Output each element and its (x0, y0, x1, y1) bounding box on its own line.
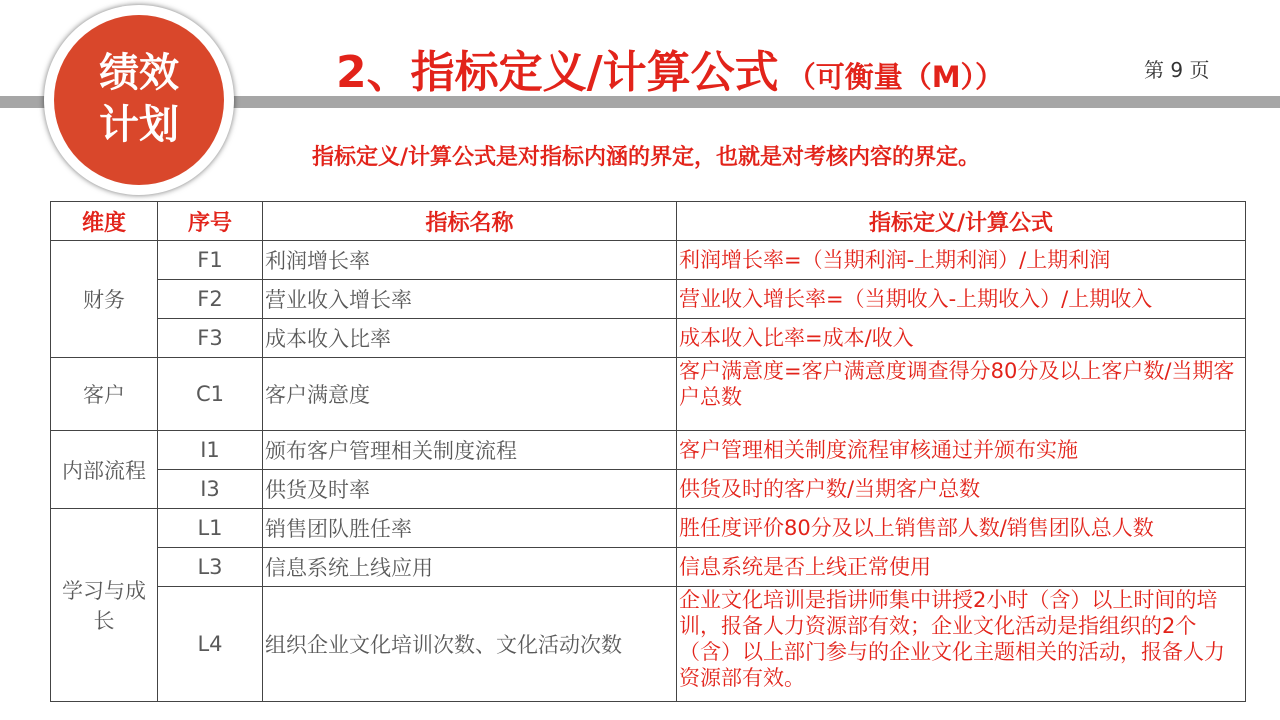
page-number: 第 9 页 (1144, 58, 1210, 82)
section-badge (54, 15, 224, 185)
row-id: L3 (158, 548, 263, 587)
row-id: L1 (158, 509, 263, 548)
table-row (51, 431, 1246, 470)
table-row (51, 470, 1246, 509)
table-row (51, 241, 1246, 280)
row-definition: 成本收入比率=成本/收入 (677, 319, 1246, 358)
indicator-table (50, 201, 1246, 702)
row-definition: 客户满意度=客户满意度调查得分80分及以上客户数/当期客户总数 (677, 358, 1246, 431)
row-definition: 营业收入增长率=（当期收入-上期收入）/上期收入 (677, 280, 1246, 319)
group-cell: 内部流程 (51, 431, 158, 509)
row-id: F2 (158, 280, 263, 319)
row-id: I3 (158, 470, 263, 509)
row-definition: 客户管理相关制度流程审核通过并颁布实施 (677, 431, 1246, 470)
row-name: 销售团队胜任率 (263, 509, 677, 548)
header-indicator-name: 指标名称 (263, 202, 677, 241)
row-id: I1 (158, 431, 263, 470)
row-definition: 胜任度评价80分及以上销售部人数/销售团队总人数 (677, 509, 1246, 548)
page-subtitle: 指标定义/计算公式是对指标内涵的界定，也就是对考核内容的界定。 (312, 145, 981, 170)
page-title-main: 2、指标定义/计算公式 (336, 47, 779, 98)
group-cell: 财务 (51, 241, 158, 358)
row-name: 信息系统上线应用 (263, 548, 677, 587)
page-title (336, 36, 1005, 98)
table-row (51, 358, 1246, 431)
row-name: 客户满意度 (263, 358, 677, 431)
row-name: 组织企业文化培训次数、文化活动次数 (263, 587, 677, 702)
row-name: 供货及时率 (263, 470, 677, 509)
table-row (51, 548, 1246, 587)
row-id: L4 (158, 587, 263, 702)
row-definition: 供货及时的客户数/当期客户总数 (677, 470, 1246, 509)
table-row (51, 587, 1246, 702)
badge-line1: 绩效 (99, 50, 179, 96)
header-id: 序号 (158, 202, 263, 241)
row-definition: 利润增长率=（当期利润-上期利润）/上期利润 (677, 241, 1246, 280)
page-title-sub: （可衡量（M）） (786, 60, 1005, 94)
header-dimension: 维度 (51, 202, 158, 241)
row-name: 利润增长率 (263, 241, 677, 280)
row-name: 营业收入增长率 (263, 280, 677, 319)
row-id: F1 (158, 241, 263, 280)
row-name: 颁布客户管理相关制度流程 (263, 431, 677, 470)
group-cell: 客户 (51, 358, 158, 431)
group-cell: 学习与成长 (51, 509, 158, 702)
table-row (51, 509, 1246, 548)
table-header-row (51, 202, 1246, 241)
row-id: F3 (158, 319, 263, 358)
row-id: C1 (158, 358, 263, 431)
table-row (51, 280, 1246, 319)
badge-line2: 计划 (99, 102, 179, 148)
row-definition: 企业文化培训是指讲师集中讲授2小时（含）以上时间的培训，报备人力资源部有效；企业文化活动是指组织的2个（含）以上部门参与的企业文化主题相关的活动，报备人力资源部有效。 (677, 587, 1246, 702)
header-definition: 指标定义/计算公式 (677, 202, 1246, 241)
row-name: 成本收入比率 (263, 319, 677, 358)
row-definition: 信息系统是否上线正常使用 (677, 548, 1246, 587)
table-row (51, 319, 1246, 358)
